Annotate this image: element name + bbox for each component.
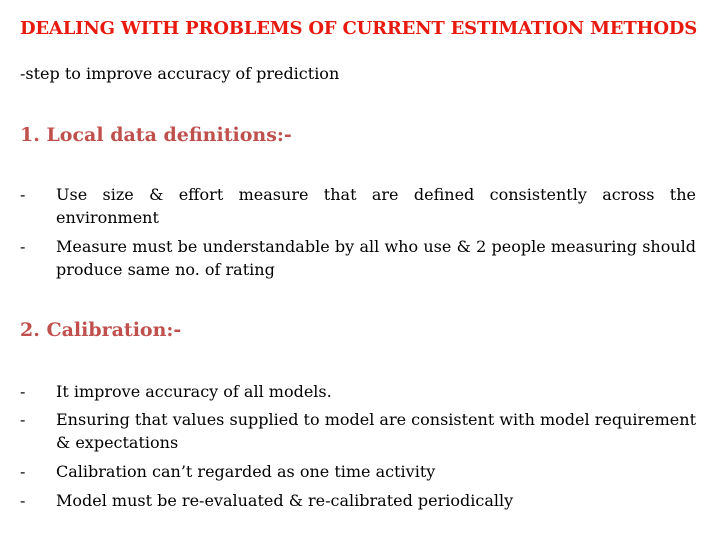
bullet-dash: -: [20, 185, 26, 204]
section-heading-calibration: 2. Calibration:-: [20, 319, 182, 341]
bullet-text: Model must be re-evaluated & re-calibrated periodically: [56, 491, 514, 510]
list-item: [0, 408, 720, 454]
slide-title: DEALING WITH PROBLEMS OF CURRENT ESTIMATION METHODS: [20, 18, 698, 39]
bullet-text: Use size & effort measure that are defined consistently across the environment: [56, 185, 696, 227]
section-heading-local-data-definitions: 1. Local data definitions:-: [20, 124, 292, 146]
bullet-list-local-data-definitions: [0, 183, 720, 281]
bullet-text: It improve accuracy of all models.: [56, 382, 332, 401]
bullet-dash: -: [20, 382, 26, 401]
bullet-dash: -: [20, 237, 26, 256]
list-item: [0, 489, 720, 512]
bullet-text: Calibration can’t regarded as one time activity: [56, 462, 436, 481]
list-item: [0, 183, 720, 229]
list-item: [0, 460, 720, 483]
bullet-list-calibration: [0, 380, 720, 512]
list-item: [0, 380, 720, 403]
bullet-dash: -: [20, 410, 26, 429]
list-item: [0, 235, 720, 281]
bullet-text: Ensuring that values supplied to model are consistent with model requirement & expectations: [56, 410, 696, 452]
bullet-text: Measure must be understandable by all who use & 2 people measuring should produce same no. of rating: [56, 237, 696, 279]
slide-subtitle: -step to improve accuracy of prediction: [20, 64, 340, 83]
bullet-dash: -: [20, 491, 26, 510]
bullet-dash: -: [20, 462, 26, 481]
